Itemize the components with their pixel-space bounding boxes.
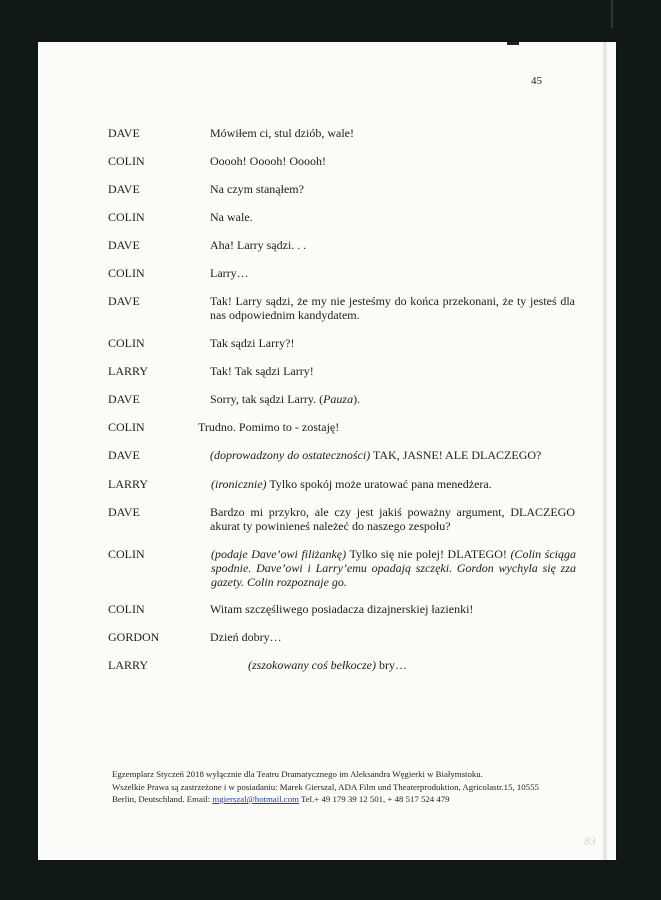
speaker-name: COLIN	[108, 336, 145, 350]
speech-text	[210, 294, 575, 322]
speech-text	[210, 126, 575, 140]
scan-tick-mark	[507, 42, 519, 45]
speech-text	[248, 658, 613, 672]
speaker-name: COLIN	[108, 210, 145, 224]
speech-fragment: Bardzo mi przykro, ale czy jest jakiś poważny argument, DLACZEGO akurat ty powinieneś należeć do naszego zespołu?	[210, 505, 575, 533]
speech-text	[210, 266, 575, 280]
footer-email-link[interactable]: mgierszal@hotmail.com	[212, 794, 299, 804]
speech-fragment: ).	[353, 392, 361, 406]
speaker-name: COLIN	[108, 266, 145, 280]
stage-direction: (ironicznie)	[211, 477, 267, 491]
speaker-name: COLIN	[108, 547, 145, 561]
speech-fragment: Ooooh! Ooooh! Ooooh!	[210, 154, 326, 168]
speech-text	[211, 547, 576, 589]
page-stamp: 83	[584, 834, 596, 848]
stage-direction: Pauza	[323, 392, 354, 406]
speech-fragment: Aha! Larry sądzi. . .	[210, 238, 307, 252]
speaker-name: GORDON	[108, 630, 160, 644]
speech-fragment: Tak sądzi Larry?!	[210, 336, 295, 350]
footer-line-3-suffix: Tel.+ 49 179 39 12 501, + 48 517 524 479	[298, 794, 450, 804]
speech-text	[210, 336, 575, 350]
speech-fragment: Witam szczęśliwego posiadacza dizajnerskiej łazienki!	[210, 602, 474, 616]
stage-direction: (Colin ściąga spodnie. Dave’owi i Larry’emu opadają szczęki. Gordon wychyla się zza gazety. Colin rozpoznaje go.	[211, 547, 577, 589]
footer-line-3	[112, 793, 552, 806]
speech-fragment: Tak! Tak sądzi Larry!	[210, 364, 314, 378]
speaker-name: COLIN	[108, 602, 145, 616]
speech-fragment: Trudno. Pomimo to - zostaję!	[198, 420, 340, 434]
speech-fragment: bry…	[375, 658, 407, 672]
scan-edge-mark	[611, 0, 613, 28]
speech-text	[210, 154, 575, 168]
speech-fragment: Tylko się nie polej! DLATEGO!	[346, 547, 511, 561]
footer-line-1: Egzemplarz Styczeń 2018 wyłącznie dla Teatru Dramatycznego im Aleksandra Węgierki w Białymstoku.	[112, 769, 483, 779]
speaker-name: DAVE	[108, 392, 140, 406]
speech-fragment: Mówiłem ci, stul dziób, wale!	[210, 126, 354, 140]
speech-text	[210, 505, 575, 533]
speaker-name: DAVE	[108, 182, 140, 196]
stage-direction: (doprowadzony do ostateczności)	[210, 448, 371, 462]
speech-text	[210, 448, 575, 462]
speech-fragment: Sorry, tak sądzi Larry. (	[210, 392, 324, 406]
stage-direction: (podaje Dave’owi filiżankę)	[211, 547, 347, 561]
speaker-name: DAVE	[108, 448, 140, 462]
speech-text	[210, 364, 575, 378]
speech-fragment: Tylko spokój może uratować pana menedżera.	[266, 477, 492, 491]
page-edge-strip	[603, 42, 607, 860]
speech-text	[210, 630, 575, 644]
speaker-name: LARRY	[108, 658, 149, 672]
speech-fragment: TAK, JASNE! ALE DLACZEGO?	[370, 448, 542, 462]
speech-fragment: Na czym stanąłem?	[210, 182, 304, 196]
speech-fragment: Na wale.	[210, 210, 253, 224]
speaker-name: COLIN	[108, 420, 145, 434]
speaker-name: DAVE	[108, 238, 140, 252]
speaker-name: LARRY	[108, 364, 149, 378]
speech-text	[211, 477, 576, 491]
copyright-footer	[112, 768, 552, 806]
page-number: 45	[531, 75, 542, 87]
speech-fragment: Dzień dobry…	[210, 630, 282, 644]
speaker-name: LARRY	[108, 477, 149, 491]
speaker-name: DAVE	[108, 126, 140, 140]
speech-text	[210, 182, 575, 196]
speech-fragment: Tak! Larry sądzi, że my nie jesteśmy do końca przekonani, że ty jesteś dla nas odpowiednim kandydatem.	[210, 294, 575, 322]
speech-text	[198, 420, 563, 434]
speech-text	[210, 210, 575, 224]
speech-fragment: Larry…	[210, 266, 249, 280]
footer-line-2: Wszelkie Prawa są zastrzeżone i w posiadaniu: Marek Gierszal, ADA Film und Theaterproduktion, Agricolastr.15, 10555	[112, 781, 539, 792]
speaker-name: COLIN	[108, 154, 145, 168]
speaker-name: DAVE	[108, 505, 140, 519]
speech-text	[210, 392, 575, 406]
speech-text	[210, 602, 575, 616]
speaker-name: DAVE	[108, 294, 140, 308]
speech-text	[210, 238, 575, 252]
stage-direction: (zszokowany coś bełkocze)	[248, 658, 376, 672]
footer-line-3-prefix: Berlin, Deutschland. Email:	[112, 794, 213, 804]
